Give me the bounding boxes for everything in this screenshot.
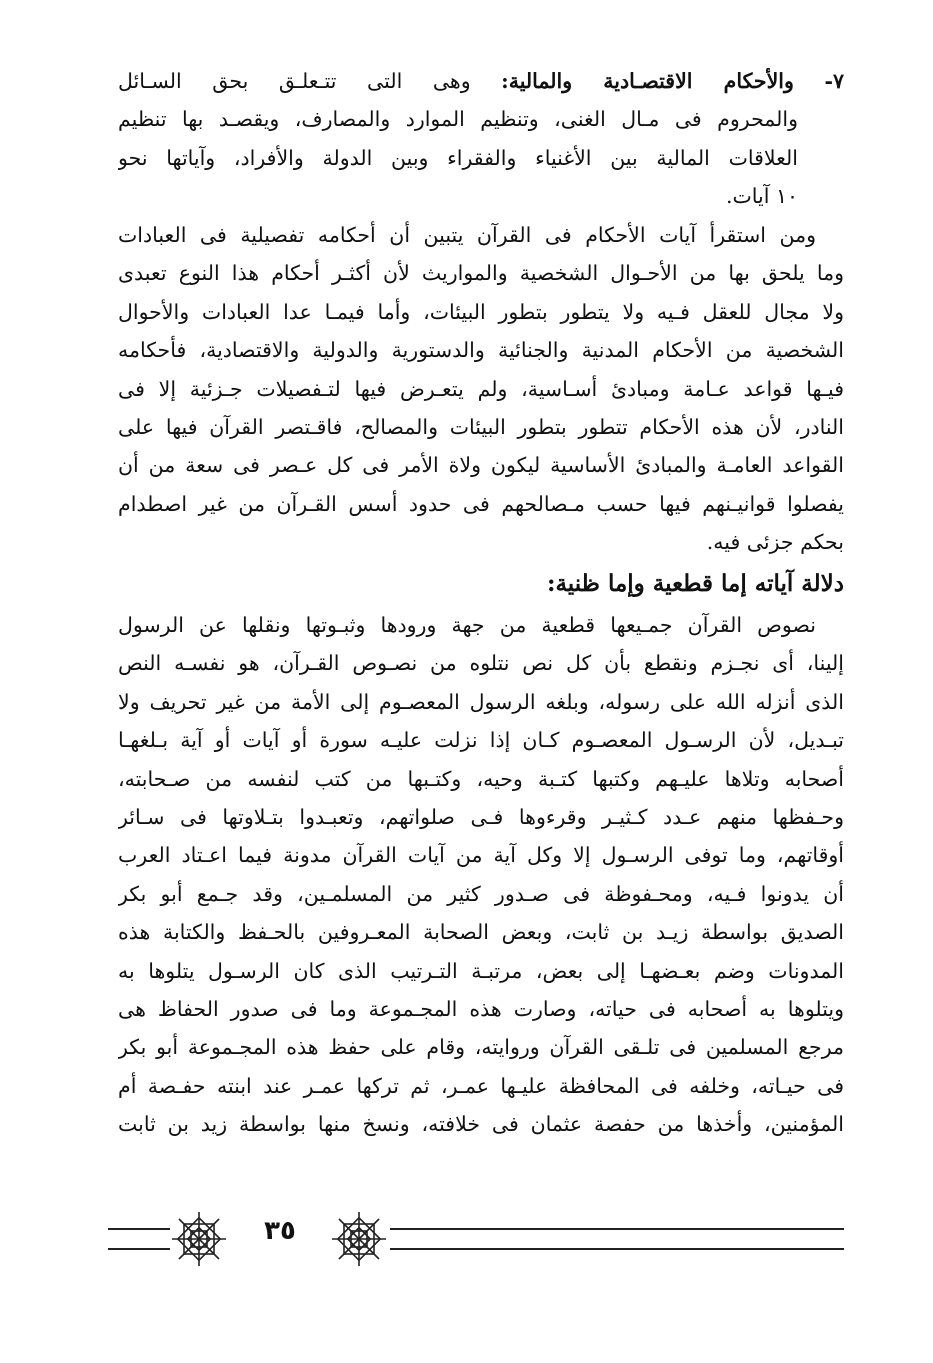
item-first-line-text: وهى التى تتـعلـق بحق السـائل [118, 69, 471, 93]
text-line: يفصلوا قوانيـنهم فيها حسب مـصالحهم فى حدود أسس القـرآن من غير اصطدام [118, 491, 844, 516]
text-line: ولا مجال للعقل فـيه ولا يتطور بتطور البيئات، وأما فيمـا عدا العبادات والأحوال [118, 299, 844, 324]
text-line: أوقاتهم، وما توفى الرسـول إلا وكل آية من آيات القرآن مدونة فيما اعـتاد العرب [118, 843, 844, 868]
text-line: تبـديل، لأن الرسـول المعصـوم كـان إذا نزلت عليـه سورة أو آيات أو آية بـلغهـا [118, 728, 844, 753]
text-line: أن يدونوا فـيه، ومحـفوظة فى صـدور كثير من المسلمـين، وقد جـمع أبو بكر [118, 881, 844, 906]
text-line: وحـفظها منهم عـدد كـثيـر وقرءوها فـى صلواتهم، وتعبـدوا بتـلاوتها فى سـائر [118, 804, 844, 829]
star-ornament-icon [170, 1210, 228, 1268]
text-line: الصديق بواسطة زيـد بن ثابت، وبعض الصحابة المعـروفين بالحـفظ والكتابة هذه [118, 920, 844, 945]
text-line: والمحروم فى مـال الغنى، وتنظيم الموارد والمصارف، ويقصـد بها تنظيم [118, 107, 798, 132]
section-heading-block [118, 564, 844, 604]
text-line: أصحابه وتلاها عليـهم وكتبها كتـبة وحيه، وكتـبها من كتب لنفسه من صـحابته، [118, 766, 844, 791]
page-footer [108, 1210, 844, 1270]
text-line: العلاقات المالية بين الأغنياء والفقراء وبين الدولة والأفراد، وآياتها نحو [118, 145, 798, 170]
text-line: إلينا، أى نجـزم ونقطع بأن كل نص نتلوه من نصـوص القـرآن، هو نفسـه النص [118, 651, 844, 676]
text-line: النادر، لأن هذه الأحكام تتطور بتطور البيئات والمصالح، فاقـتصر القرآن فيها على [118, 414, 844, 439]
text-line: مرجع المسلمين فى تلـقى القرآن وروايته، وقام على حفظ هذه المجـموعة أبو بكر [118, 1035, 844, 1060]
section-7 [118, 62, 844, 216]
text-line: ويتلوها به أصحابه فى حياته، وصارت هذه المجـموعة وما فى صدور الحفاظ هى [118, 996, 844, 1021]
footer-rule-left-bottom [108, 1248, 170, 1250]
paragraph-1 [118, 216, 844, 562]
item-title: والأحكام الاقتصـادية والمالية: [501, 69, 794, 93]
footer-rule-right-top [390, 1228, 844, 1230]
text-line: ١٠ آيات. [725, 184, 798, 209]
text-line: بحكم جزئى فيه. [706, 530, 844, 555]
page-number: ٣٥ [264, 1216, 296, 1246]
text-line: نصوص القرآن جمـيعها قطعية من جهة ورودها وثبـوتها ونقلها عن الرسول [118, 613, 816, 637]
paragraph-2 [118, 606, 844, 1143]
text-line: وما يلحق بها من الأحـوال الشخصية والمواريث لأن أكثـر أحكام هذا النوع تعبدى [118, 261, 844, 286]
text-line: ومن استقرأ آيات الأحكام فى القرآن يتبين أن أحكامه تفصيلية فى العبادات [118, 223, 816, 247]
text-line: المؤمنين، وأخذها من حفصة عثمان فى خلافته، ونسخ منها بواسطة زيد بن ثابت [118, 1112, 844, 1137]
footer-rule-right-bottom [390, 1248, 844, 1250]
text-line: فيـها قواعد عـامة ومبادئ أسـاسية، ولم يتعـرض فيها لتـفصيلات جـزئية إلا فى [118, 376, 844, 401]
text-line: القواعد العامـة والمبادئ الأساسية ليكون ولاة الأمر فى كل عـصر فى سعة من أن [118, 453, 844, 478]
section-heading: دلالة آياته إما قطعية وإما ظنية: [546, 570, 844, 597]
footer-rule-left-top [108, 1228, 170, 1230]
text-line: الذى أنزله الله على رسوله، وبلغه الرسول المعصـوم إلى الأمة من غير تحريف ولا [118, 689, 844, 714]
text-line: فى حيـاته، وخلفه فى المحافظة عليـها عمـر، ثم تركها عمـر عند ابنته حفـصة أم [118, 1073, 844, 1098]
section-7-first-line [118, 62, 844, 100]
text-line: الشخصية من الأحكام المدنية والجنائية والدستورية والدولية والاقتصادية، فأحكامه [118, 338, 844, 363]
star-ornament-icon [330, 1210, 388, 1268]
item-number: ٧- [824, 69, 844, 93]
text-line: المدونات وضم بعـضهـا إلى بعض، مرتبـة التـرتيب الذى كان الرسـول يتلوها به [118, 958, 844, 983]
